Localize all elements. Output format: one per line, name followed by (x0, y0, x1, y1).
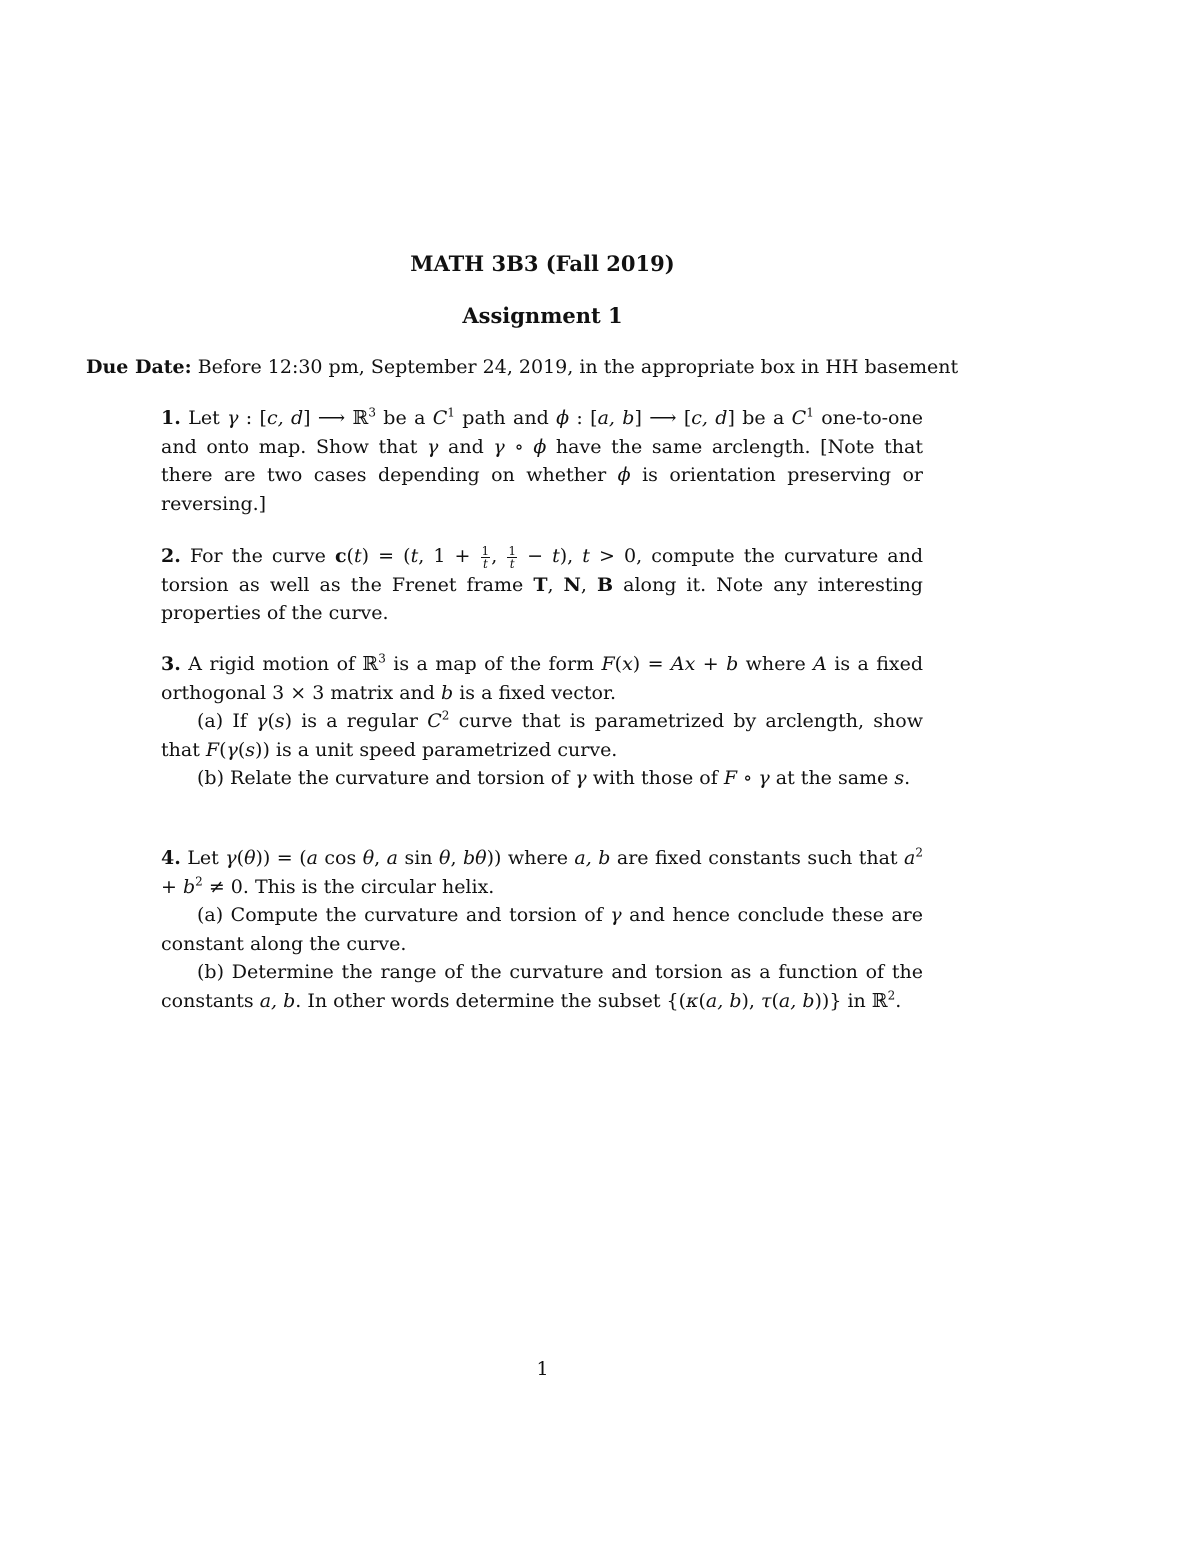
due-date-text: Before 12:30 pm, September 24, 2019, in the appropriate box in HH basement (197, 356, 959, 378)
problem-1 (161, 404, 923, 518)
problem-number: 3. (161, 653, 181, 675)
problem-4-text: Let γ(θ)) = (a cos θ, a sin θ, bθ)) where a, b are fixed constants such that $a^2 + b^2 \ne 0$. This is the circular helix. (161, 845, 923, 898)
course-title: MATH 3B3 (Fall 2019) (410, 251, 675, 276)
problem-1-text: Let γ : [c, d] ⟶ ℝ$^3$ be a $C^1$ path and ϕ : [a, b] ⟶ [c, d] be a $C^1$ one-to-one and onto map. Show that γ and γ ∘ ϕ have the same arclength. [Note that there are two cases depending on whether ϕ is orientation preserving or reversing.] (161, 405, 923, 515)
problem-4a: (a) Compute the curvature and torsion of γ and hence conclude these are constant along the curve. (161, 904, 923, 955)
problem-3-text: A rigid motion of ℝ$^3$ is a map of the form F(x) = Ax + b where A is a fixed orthogonal 3 × 3 matrix and b is a fixed vector. (161, 651, 923, 704)
problem-2 (161, 542, 923, 628)
problem-number: 2. (161, 545, 181, 567)
problem-4 (161, 844, 923, 1015)
due-date-line (86, 356, 958, 378)
problem-2-text: For the curve c(t) = (t, 1 + $\frac{1}{t}$ , $\frac{1}{t}$ − t), t > 0, compute the curvature and torsion as well as the Frenet frame T, N, B along it. Note any interesting properties of the curve. (161, 543, 924, 624)
problem-4b: (b) Determine the range of the curvature and torsion as a function of the constants a, b. In other words determine the subset {(κ(a, b), τ(a, b))} in ℝ$^2$. (161, 961, 923, 1012)
problem-number: 1. (161, 407, 181, 429)
assignment-title: Assignment 1 (462, 303, 623, 328)
problem-number: 4. (161, 847, 181, 869)
problem-3a: (a) If γ(s) is a regular $C^2$ curve that is parametrized by arclength, show that F(γ(s)) is a unit speed parametrized curve. (161, 708, 923, 761)
problem-3 (161, 650, 923, 793)
due-date-label: Due Date: (86, 356, 192, 378)
page-number: 1 (536, 1358, 549, 1380)
problem-3b: (b) Relate the curvature and torsion of γ with those of F ∘ γ at the same s. (197, 767, 911, 789)
